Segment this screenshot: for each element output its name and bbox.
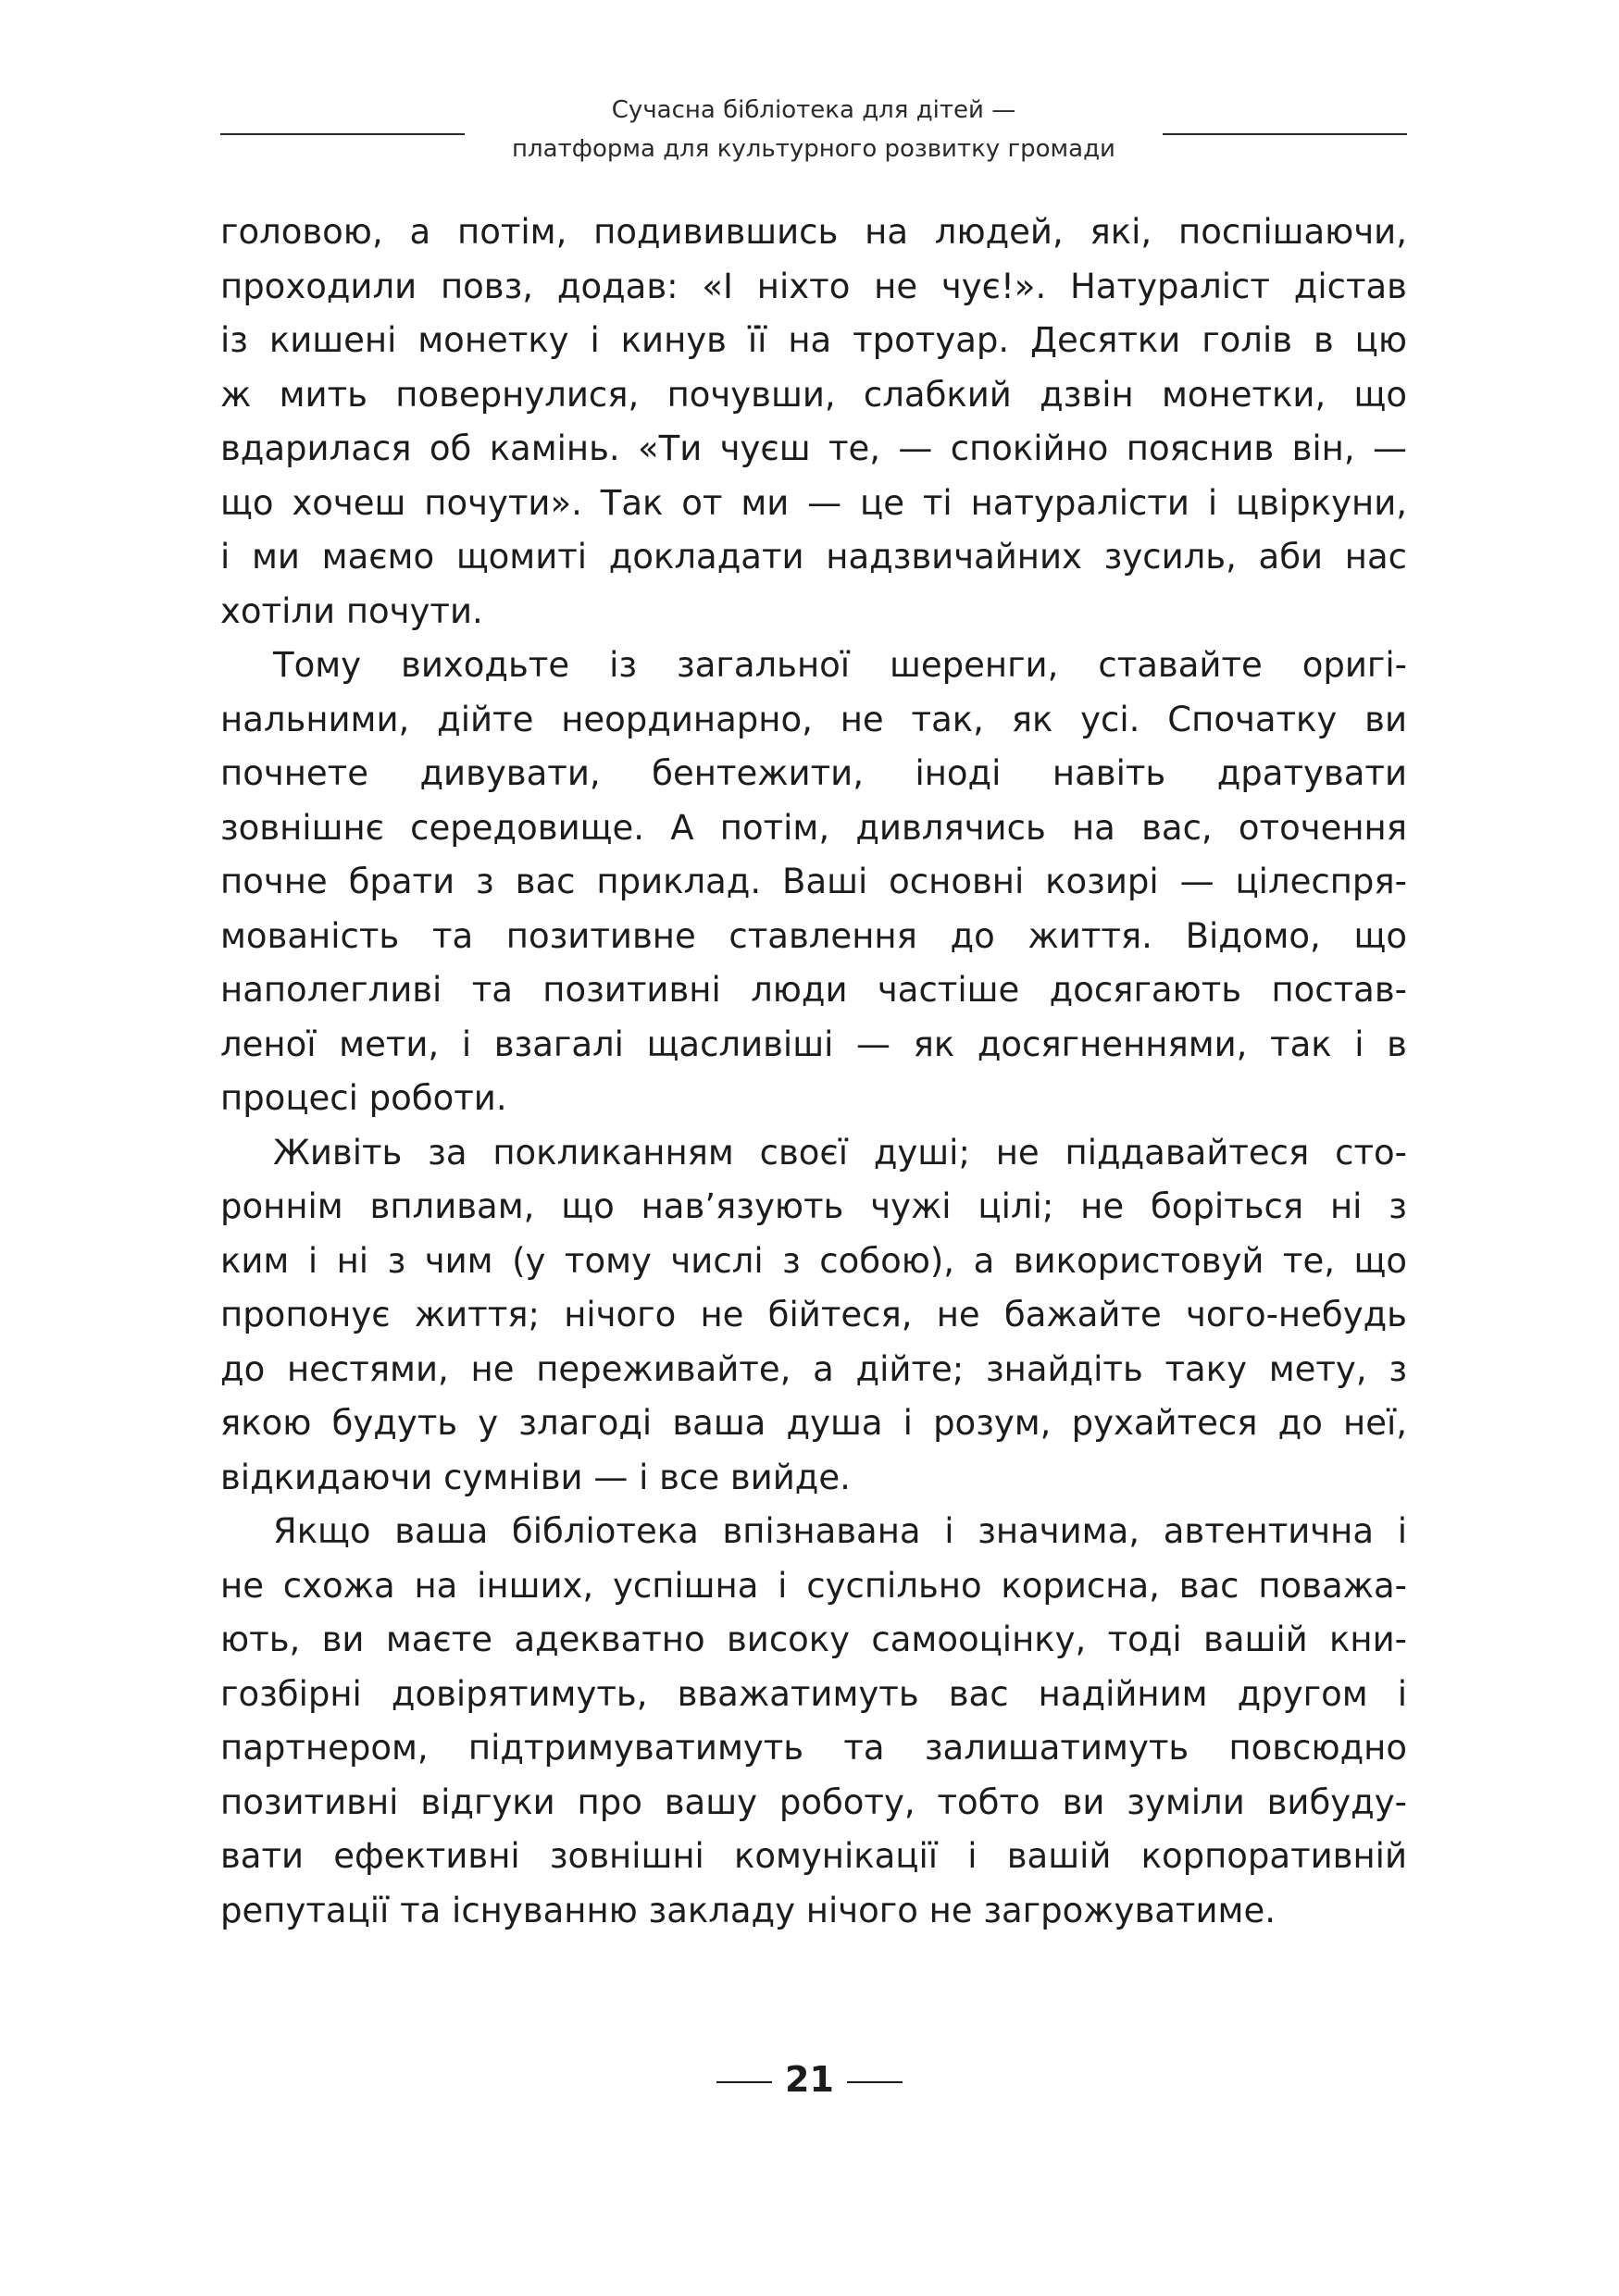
text-line: Тому виходьте із загальної шеренги, ставайте оригі- xyxy=(273,645,1407,685)
header-rule-right xyxy=(1163,133,1407,135)
body-text xyxy=(220,205,1407,1938)
header-title-line-1: Сучасна бібліотека для дітей — xyxy=(611,96,1016,124)
page-number-footer xyxy=(0,2056,1619,2103)
paragraph xyxy=(220,205,1407,639)
text-line: позитивні відгуки про вашу роботу, тобто ви зуміли вибуду- xyxy=(220,1781,1407,1822)
page-number-dash-right xyxy=(847,2081,903,2083)
text-line: почне брати з вас приклад. Ваші основні козирі — цілеспря- xyxy=(220,862,1407,901)
text-line: із кишені монетку і кинув її на тротуар. Десятки голів в цю xyxy=(220,320,1407,360)
text-line: репутації та існуванню закладу нічого не загрожуватиме. xyxy=(220,1890,1276,1930)
text-line: нальними, дійте неординарно, не так, як усі. Спочатку ви xyxy=(220,699,1407,739)
text-line: вдарилася об камінь. «Ти чуєш те, — спокійно пояснив він, — xyxy=(220,428,1407,468)
text-line: якою будуть у злагоді ваша душа і розум, рухайтеся до неї, xyxy=(220,1403,1407,1443)
text-line: гозбірні довірятимуть, вважатимуть вас надійним другом і xyxy=(220,1673,1407,1714)
text-line: ким і ні з чим (у тому числі з собою), а використовуй те, що xyxy=(220,1240,1407,1281)
text-line: пропонує життя; нічого не бійтеся, не бажайте чого-небудь xyxy=(220,1295,1407,1334)
page-number-dash-left xyxy=(716,2081,772,2083)
text-line: ють, ви маєте адекватно високу самооцінку, тоді вашій кни- xyxy=(220,1620,1407,1659)
header-title-line-2: платформа для культурного розвитку громади xyxy=(512,135,1115,163)
text-line: наполегливі та позитивні люди частіше досягають постав- xyxy=(220,970,1407,1010)
text-line: зовнішнє середовище. А потім, дивлячись на вас, оточення xyxy=(220,807,1407,848)
page-number: 21 xyxy=(785,2059,834,2100)
text-line: хотіли почути. xyxy=(220,590,483,631)
text-line: процесі роботи. xyxy=(220,1078,507,1118)
text-line: проходили повз, додав: «І ніхто не чує!». Натураліст дістав xyxy=(220,266,1407,306)
text-line: до нестями, не переживайте, а дійте; знайдіть таку мету, з xyxy=(220,1348,1407,1389)
paragraph xyxy=(220,1505,1407,1938)
text-line: мованість та позитивне ставлення до життя. Відомо, що xyxy=(220,915,1407,956)
text-line: почнете дивувати, бентежити, іноді навіть дратувати xyxy=(220,753,1407,793)
text-line: головою, а потім, подивившись на людей, які, поспішаючи, xyxy=(220,212,1407,252)
text-line: партнером, підтримуватимуть та залишатимуть повсюдно xyxy=(220,1728,1407,1768)
text-line: роннім впливам, що нав’язують чужі цілі; не боріться ні з xyxy=(220,1186,1407,1226)
text-line: і ми маємо щомиті докладати надзвичайних зусиль, аби нас xyxy=(220,537,1407,577)
text-line: ж мить повернулися, почувши, слабкий дзвін монетки, що xyxy=(220,374,1407,415)
text-line: вати ефективні зовнішні комунікації і вашій корпоративній xyxy=(220,1836,1407,1876)
text-line: не схожа на інших, успішна і суспільно корисна, вас поважа- xyxy=(220,1565,1407,1606)
text-line: Якщо ваша бібліотека впізнавана і значима, автентична і xyxy=(273,1511,1407,1551)
text-line: що хочеш почути». Так от ми — це ті натуралісти і цвіркуни, xyxy=(220,482,1407,523)
text-line: Живіть за покликанням своєї душі; не піддавайтеся сто- xyxy=(273,1132,1407,1173)
text-line: леної мети, і взагалі щасливіші — як досягненнями, так і в xyxy=(220,1024,1407,1064)
paragraph xyxy=(220,639,1407,1126)
text-line: відкидаючи сумніви — і все вийде. xyxy=(220,1457,851,1497)
header-title xyxy=(465,91,1163,168)
header-rule-left xyxy=(220,133,465,135)
running-header xyxy=(220,91,1407,174)
paragraph xyxy=(220,1126,1407,1506)
